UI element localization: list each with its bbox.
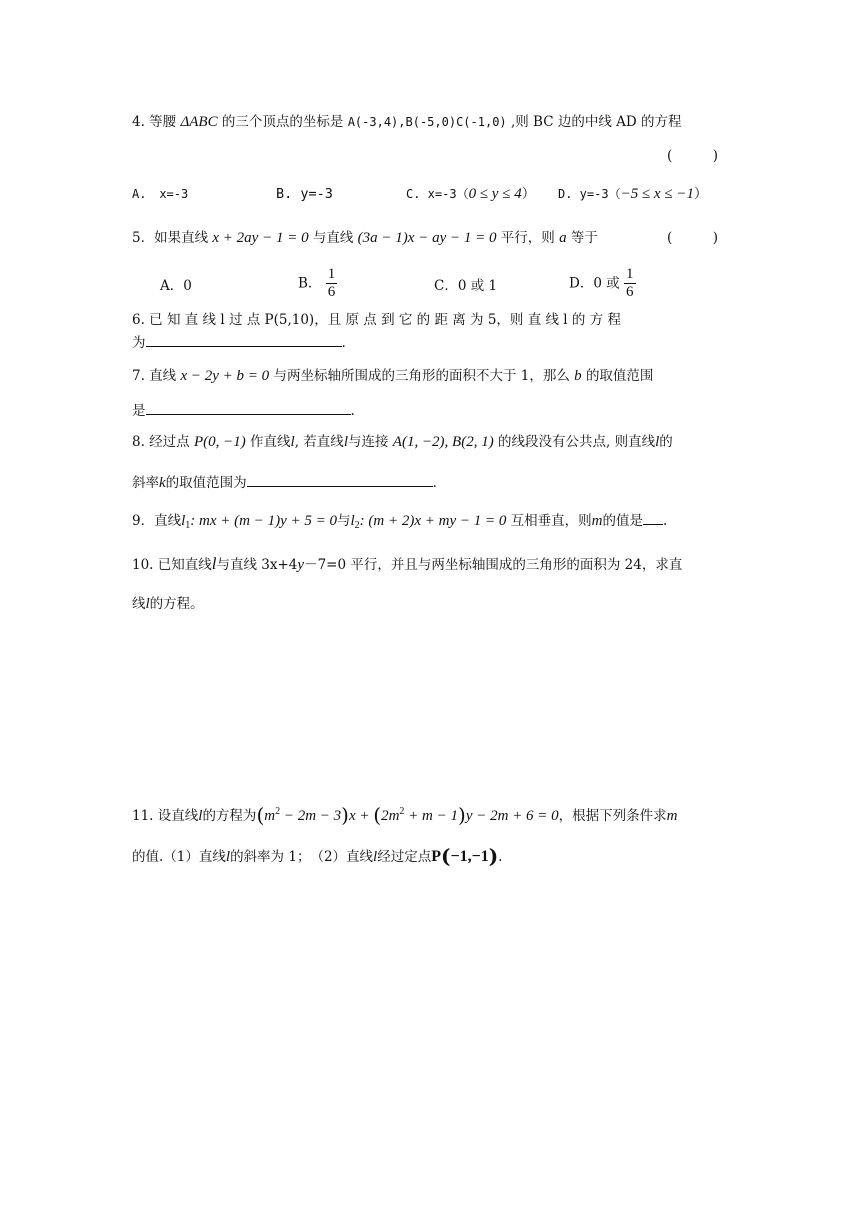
q4-option-a: A. x=-3 [132, 187, 189, 201]
q4-coordinates: A(-3,4),B(-5,0)C(-1,0) [347, 115, 507, 129]
question-8: 8. 经过点 P(0, −1) 作直线l, 若直线l与连接 A(1, −2), B(2, 1) 的线段没有公共点, 则直线l的 [132, 434, 673, 450]
question-5: 5．如果直线 x + 2ay − 1 = 0 与直线 (3a − 1)x − ay − 1 = 0 平行，则 a 等于 [132, 230, 598, 246]
q5-answer-paren: ( ) [667, 230, 719, 246]
question-11: 11. 设直线l的方程为$(m^2 - 2m - 3)x + (2m^2 + m - 1)y - 2m + 6 = 0$，根据下列条件求m [132, 803, 678, 827]
q6-answer-blank[interactable] [146, 332, 342, 347]
q4-text: 4. 等腰 [132, 114, 177, 130]
q4-answer-paren: ( ) [667, 148, 719, 164]
q7-answer-blank[interactable] [146, 400, 351, 415]
q5-option-a: A．0 [160, 278, 192, 294]
q4-option-c: C. x=-3（0 ≤ y ≤ 4） [406, 186, 536, 202]
question-4 [132, 112, 732, 132]
question-9: 9．直线$l_1$: mx + (m − 1)y + 5 = 0与$l_2$: (m + 2)x + my − 1 = 0 互相垂直，则m的值是 . [132, 510, 732, 536]
question-7-line-2: 是 . [132, 400, 732, 421]
question-10: 10. 已知直线l与直线 3x+4y－7=0 平行，并且与两坐标轴围成的三角形的面积为 24，求直 [132, 554, 683, 573]
fraction-one-sixth: $\frac{1}{6}$ [626, 266, 634, 300]
q9-answer-blank[interactable] [643, 510, 663, 525]
q4-triangle: ΔABC [180, 114, 218, 130]
q5-equation-1: x + 2ay − 1 = 0 [212, 230, 309, 246]
q7-equation: x − 2y + b = 0 [180, 368, 270, 384]
question-11-line-2: 的值.（1）直线l的斜率为 1； （2）直线l经过定点P(−1,−1). [132, 844, 503, 868]
q4-option-b: B. y=-3 [276, 186, 333, 202]
question-7: 7. 直线 x − 2y + b = 0 与两坐标轴所围成的三角形的面积不大于 1，那么 b 的取值范围 [132, 368, 654, 384]
q5-equation-2: (3a − 1)x − ay − 1 = 0 [357, 230, 497, 246]
q4-text: ,则 BC 边的中线 AD 的方程 [510, 114, 682, 130]
q8-answer-blank[interactable] [247, 472, 433, 487]
q5-option-c: C．0 或 1 [434, 278, 498, 294]
q5-option-b: B． $\frac{1}{6}$ [298, 266, 336, 300]
question-8-line-2: 斜率k的取值范围为 . [132, 472, 732, 493]
question-6: 6. 已 知 直 线 l 过 点 P(5,10)，且 原 点 到 它 的 距 离 为 5，则 直 线 l 的 方 程 [132, 312, 621, 328]
q4-text: 的三个顶点的坐标是 [221, 114, 344, 130]
q4-option-d: D. y=-3（−5 ≤ x ≤ −1） [558, 186, 708, 202]
q5-option-d: D．0 或 $\frac{1}{6}$ [569, 266, 634, 300]
question-10-line-2: 线l的方程。 [132, 596, 204, 612]
fraction-one-sixth: $\frac{1}{6}$ [327, 266, 336, 300]
question-6-line-2: 为 . [132, 332, 732, 353]
